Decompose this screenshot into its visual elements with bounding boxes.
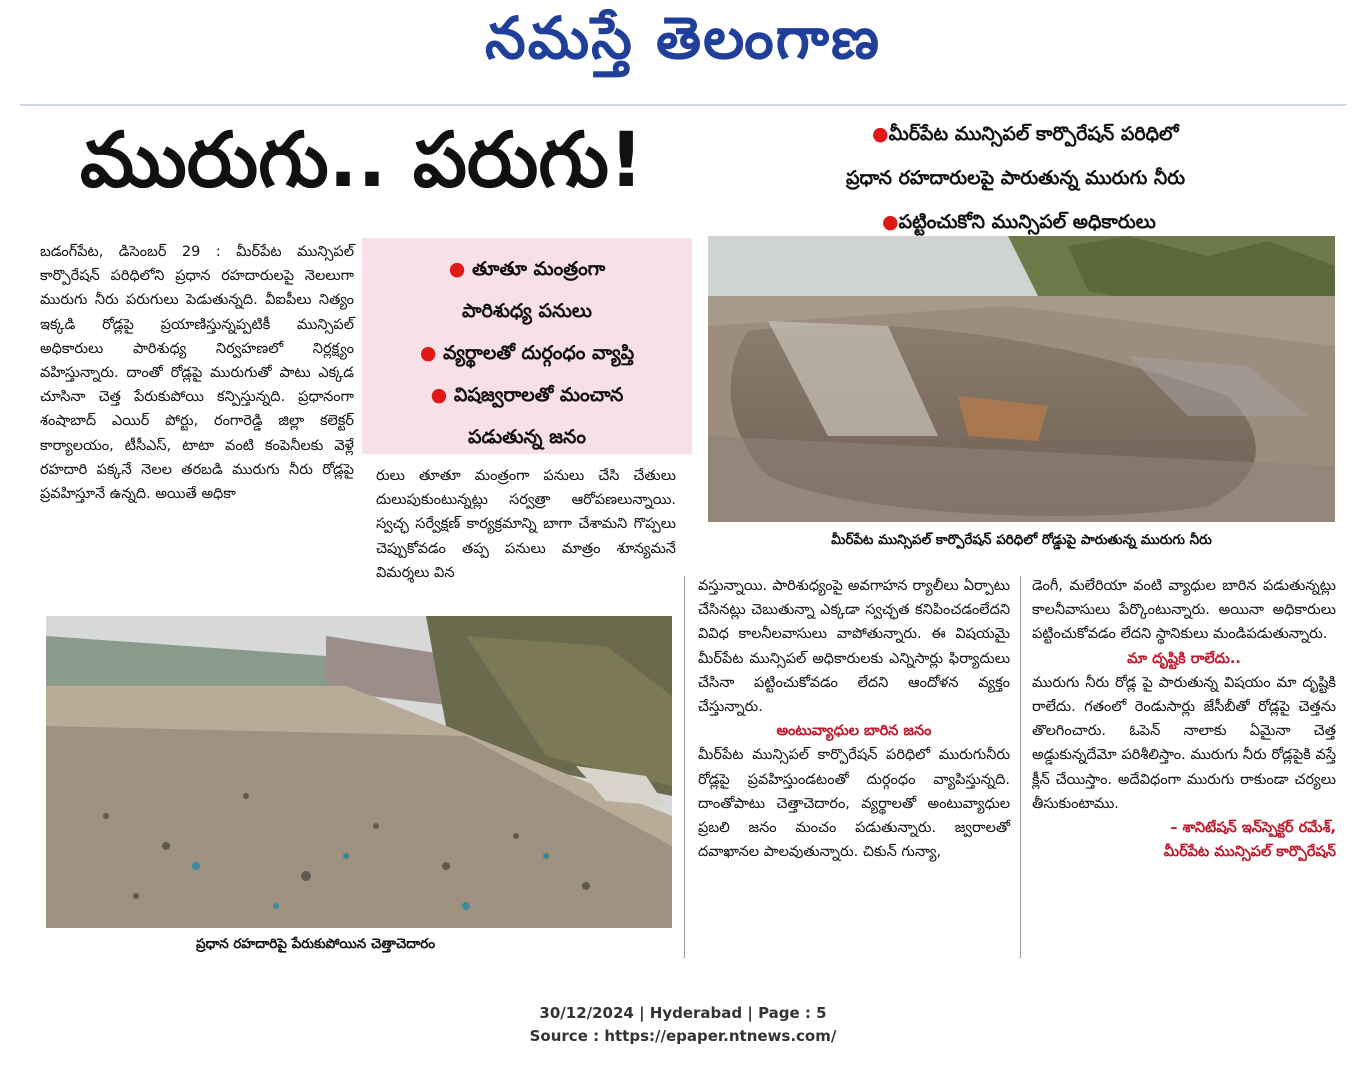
garbage-road-photo <box>46 616 672 928</box>
article-column-1 <box>40 240 354 506</box>
article-column-3 <box>698 574 1010 864</box>
top-bullet-text: పట్టించుకోని మున్సిపల్ అధికారులు <box>898 211 1156 233</box>
footer-date-edition: 30/12/2024 | Hyderabad | Page : 5 <box>539 1004 827 1022</box>
bullet-dot-icon: ● <box>872 123 889 145</box>
box-bullet-text: విషజ్వరాలతో మంచాన <box>453 384 624 406</box>
box-bullet-text: పారిశుధ్య పనులు <box>462 300 592 322</box>
article-paragraph: మురుగు నీరు రోడ్ల పై పారుతున్న విషయం మా దృష్టికి రాలేదు. గతంలో రెండుసార్లు జేసీబీతో రోడ్లపై చెత్తను తొలగించారు. ఓపెన్ నాలాకు ఏమైనా చెత్త అడ్డుకున్నదేమో పరిశీలిస్తాం. మురుగు నీరు రోడ్లపైకి వస్తే క్లీన్ చేయిస్తాం. అదేవిధంగా మురుగు రాకుండా చర్యలు తీసుకుంటాము. <box>1032 674 1336 812</box>
article-paragraph: డెంగీ, మలేరియా వంటి వ్యాధుల బారిన పడుతున్నట్లు కాలనీవాసులు పేర్కొంటున్నారు. అయినా అధికారులు పట్టించుకోవడం లేదని స్థానికులు మండిపడుతున్నారు. <box>1032 578 1336 643</box>
photo-caption: ప్రధాన రహదారిపై పేరుకుపోయిన చెత్తాచెదారం <box>196 936 436 952</box>
box-bullet-text: వ్యర్థాలతో దుర్గంధం వ్యాప్తి <box>443 342 635 364</box>
sewage-water-photo <box>708 236 1335 522</box>
box-bullet-text: తూతూ మంత్రంగా <box>471 258 606 280</box>
masthead-divider <box>20 104 1346 106</box>
top-bullets <box>846 112 1336 244</box>
box-bullet <box>370 416 684 458</box>
box-bullet-text: పడుతున్న జనం <box>468 426 586 448</box>
box-bullet <box>370 248 684 290</box>
highlight-box <box>362 238 692 454</box>
article-paragraph: మీర్‌పేట మున్సిపల్ కార్పొరేషన్ పరిధిలో మురుగునీరు రోడ్లపై ప్రవహిస్తుండటంతో దుర్గంధం వ్యాపిస్తున్నది. దాంతోపాటు చెత్తాచెదారం, వ్యర్థాలతో అంటువ్యాధుల ప్రబలి జనం మంచం పడుతున్నారు. జ్వరాలతో దవాఖానల పాలవుతున్నారు. చికున్ గున్యా, <box>698 747 1010 861</box>
box-bullet <box>370 332 684 374</box>
bullet-dot-icon: ● <box>882 211 899 233</box>
top-bullet-text: ప్రధాన రహదారులపై పారుతున్న మురుగు నీరు <box>846 167 1186 189</box>
top-bullet-text: మీర్‌పేట మున్సిపల్ కార్పొరేషన్ పరిధిలో <box>888 123 1179 145</box>
top-bullet <box>846 112 1336 156</box>
article-column-2 <box>376 464 676 585</box>
section-subhead: మా దృష్టికి రాలేదు.. <box>1127 650 1241 667</box>
box-bullet <box>370 374 684 416</box>
quote-attribution: మీర్‌పేట మున్సిపల్ కార్పొరేషన్ <box>1163 844 1336 861</box>
top-bullet <box>846 156 1336 200</box>
article-paragraph: వస్తున్నాయి. పారిశుధ్యంపై అవగాహన ర్యాలీలు ఏర్పాటు చేసినట్లు చెబుతున్నా ఎక్కడా స్వచ్ఛత కనిపించడంలేదని వివిధ కాలనీలవాసులు వాపోతున్నారు. ఈ విషయమై మీర్‌పేట మున్సిపల్ అధికారులకు ఎన్నిసార్లు ఫిర్యాదులు చేసినా పట్టించుకోవడం లేదని ఆందోళన వ్యక్తం చేస్తున్నారు. <box>698 578 1010 716</box>
masthead-logo: నమస్తే తెలంగాణ <box>485 4 881 72</box>
article-paragraph: బడంగ్‌పేట, డిసెంబర్ 29 : మీర్‌పేట మున్సిపల్ కార్పొరేషన్ పరిధిలోని ప్రధాన రహదారులపై నెలలుగా మురుగు నీరు పరుగులు పెడుతున్నది. వీఐపీలు నిత్యం ఇక్కడి రోడ్లపై ప్రయాణిస్తున్నప్పటికీ మున్సిపల్ అధికారులు పారిశుధ్య నిర్వహణలో నిర్లక్ష్యం వహిస్తున్నారు. దాంతో రోడ్లపై మురుగుతో పాటు ఎక్కడ చూసినా చెత్త పేరుకుపోయి కన్పిస్తున్నది. ప్రధానంగా శంషాబాద్ ఎయిర్ పోర్టు, రంగారెడ్డి జిల్లా కలెక్టర్ కార్యాలయం, టీసీఎస్, టాటా వంటి కంపెనీలకు వెళ్లే రహదారి పక్కనే నెలల తరబడి మురుగు నీరు రోడ్లపై ప్రవహిస్తూనే ఉన్నది. అయితే అధికా <box>40 244 354 503</box>
footer-source-link[interactable]: Source : https://epaper.ntnews.com/ <box>529 1027 837 1045</box>
bullet-dot-icon: ● <box>430 384 454 406</box>
article-column-4 <box>1032 574 1336 864</box>
box-bullet <box>370 290 684 332</box>
bullet-dot-icon: ● <box>448 258 472 280</box>
column-divider <box>1020 576 1021 958</box>
article-paragraph: రులు తూతూ మంత్రంగా పనులు చేసి చేతులు దులుపుకుంటున్నట్లు సర్వత్రా ఆరోపణలున్నాయి. స్వచ్ఛ సర్వేక్షణ్ కార్యక్రమాన్ని బాగా చేశామని గొప్పలు చెప్పుకోవడం తప్ప పనులు మాత్రం శూన్యమనే విమర్శలు విన <box>376 468 676 581</box>
section-subhead: అంటువ్యాధుల బారిన జనం <box>776 723 932 740</box>
bullet-dot-icon: ● <box>419 342 444 364</box>
photo-caption: మీర్‌పేట మున్సిపల్ కార్పొరేషన్ పరిధిలో రోడ్డుపై పారుతున్న మురుగు నీరు <box>831 532 1212 548</box>
column-divider <box>684 576 685 958</box>
quote-attribution: – శానిటేషన్ ఇన్‌స్పెక్టర్ రమేశ్, <box>1170 820 1336 837</box>
headline: మురుగు.. పరుగు! <box>80 115 644 204</box>
